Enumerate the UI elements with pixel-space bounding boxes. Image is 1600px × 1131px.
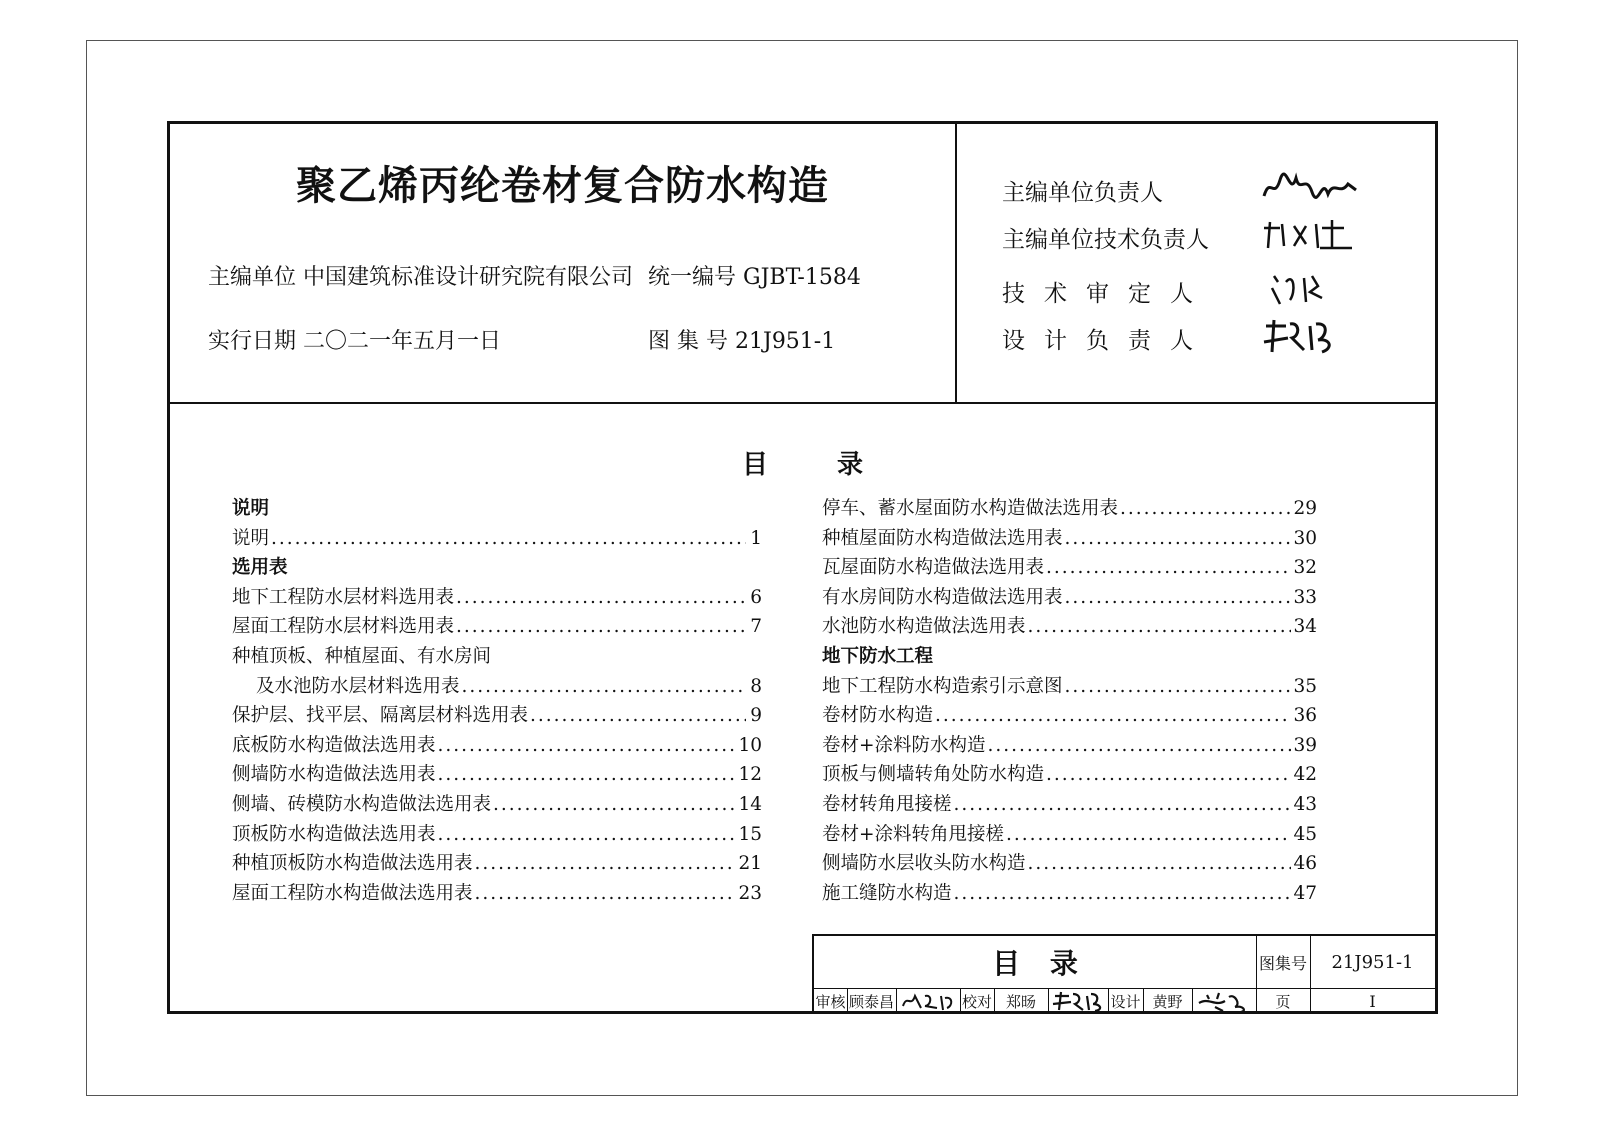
toc-leader-dots [935, 701, 1291, 731]
toc-leader-dots [1065, 524, 1292, 554]
atlas-no-line [648, 324, 835, 355]
toc-entry [822, 731, 1317, 761]
toc-entry-label: 地下工程防水构造索引示意图 [822, 675, 1063, 697]
toc-leader-dots [1006, 820, 1291, 850]
toc-entry-label: 说明 [232, 527, 270, 549]
title-block [812, 934, 1435, 1014]
checker-signature [1048, 988, 1108, 1014]
toc-entry [232, 731, 762, 761]
unified-code-line [648, 260, 861, 291]
toc-entry-label: 停车、蓄水屋面防水构造做法选用表 [822, 498, 1119, 519]
toc-leader-dots [1028, 849, 1292, 879]
toc-entry [232, 612, 762, 642]
atlas-number: 21J951-1 [1331, 951, 1414, 973]
toc-leader-dots [1046, 760, 1291, 790]
toc-page-number: 29 [1293, 498, 1317, 519]
toc-leader-dots [1120, 494, 1291, 524]
toc-leader-dots [1065, 672, 1292, 702]
checker-name: 郑旸 [1005, 992, 1036, 1011]
header-divider-horizontal [170, 402, 1435, 404]
toc-entry-label: 水池防水构造做法选用表 [822, 616, 1026, 638]
toc-entry [232, 820, 762, 850]
toc-leader-dots [438, 820, 737, 850]
toc-entry-label: 屋面工程防水层材料选用表 [232, 616, 455, 638]
toc-entry [822, 701, 1317, 731]
check-label: 校对 [961, 992, 992, 1011]
toc-entry-label: 种植顶板防水构造做法选用表 [232, 853, 473, 875]
toc-entry [822, 849, 1317, 879]
toc-title: 目 录 [741, 450, 864, 480]
toc-entry-label: 及水池防水层材料选用表 [256, 675, 460, 697]
responsible-role: 技术审定人 [1002, 281, 1212, 307]
toc-entry [822, 524, 1317, 554]
toc-leader-dots [462, 672, 746, 702]
toc-leader-dots [475, 849, 737, 879]
toc-section-heading [232, 494, 762, 524]
responsible-role: 主编单位技术负责人 [1002, 227, 1209, 253]
toc-entry-label: 选用表 [232, 557, 288, 579]
atlas-label: 图集号 [1258, 953, 1307, 973]
toc-right-column [822, 494, 1317, 908]
toc-entry-label: 保护层、找平层、隔离层材料选用表 [232, 705, 529, 727]
toc-entry [232, 701, 762, 731]
toc-entry [822, 553, 1317, 583]
toc-entry [822, 879, 1317, 909]
signature-image [1260, 316, 1360, 358]
toc-leader-dots [456, 583, 746, 613]
toc-entry-label: 侧墙防水构造做法选用表 [232, 764, 436, 786]
toc-entry [822, 672, 1317, 702]
toc-leader-dots [988, 731, 1292, 761]
sheet-title: 目 录 [992, 947, 1078, 980]
toc-page-number: 42 [1293, 764, 1317, 786]
toc-left-column [232, 494, 762, 908]
toc-entry [822, 820, 1317, 850]
toc-leader-dots [1046, 553, 1291, 583]
toc-entry-label: 地下工程防水层材料选用表 [232, 586, 455, 608]
atlas-no: 21J951-1 [735, 329, 836, 354]
toc-page-number: 36 [1293, 705, 1317, 727]
toc-leader-dots [438, 760, 737, 790]
toc-page-number: 23 [738, 882, 762, 904]
toc-entry [232, 879, 762, 909]
editor-unit-line [208, 260, 633, 291]
toc-page-number: 15 [738, 823, 762, 845]
toc-entry [822, 790, 1317, 820]
effective-date: 二〇二一年五月一日 [303, 329, 502, 354]
toc-page-number: 8 [750, 675, 762, 697]
atlas-no-label: 图 集 号 [648, 329, 728, 354]
designer-signature [1192, 988, 1256, 1014]
toc-entry-label: 地下防水工程 [822, 645, 934, 667]
atlas-title: 聚乙烯丙纶卷材复合防水构造 [296, 163, 829, 209]
responsible-role: 主编单位负责人 [1002, 180, 1163, 206]
toc-page-number: 7 [750, 616, 762, 638]
toc-entry-label: 侧墙防水层收头防水构造 [822, 853, 1026, 875]
review-label: 审核 [815, 992, 846, 1011]
toc-leader-dots [1065, 583, 1292, 613]
reviewer-name: 顾泰昌 [848, 992, 894, 1011]
toc-entry [822, 612, 1317, 642]
editor-unit: 中国建筑标准设计研究院有限公司 [303, 265, 634, 290]
toc-page-number: 21 [738, 853, 762, 875]
toc-leader-dots [456, 612, 746, 642]
editor-unit-label: 主编单位 [208, 265, 297, 290]
toc-page-number: 47 [1293, 882, 1317, 904]
design-label: 设计 [1110, 992, 1141, 1011]
toc-page-number: 46 [1293, 853, 1317, 875]
toc-page-number: 14 [738, 793, 762, 815]
toc-leader-dots [954, 790, 1292, 820]
toc-entry-label: 顶板与侧墙转角处防水构造 [822, 764, 1045, 786]
toc-page-number: 30 [1293, 527, 1317, 549]
toc-leader-dots [530, 701, 746, 731]
signature-image [1260, 268, 1360, 310]
toc-page-number: 39 [1293, 734, 1317, 756]
toc-entry [822, 760, 1317, 790]
toc-page-number: 43 [1293, 793, 1317, 815]
toc-entry-label: 施工缝防水构造 [822, 882, 952, 904]
designer-name: 黄野 [1152, 992, 1183, 1011]
reviewer-signature [896, 988, 960, 1014]
toc-entry [232, 760, 762, 790]
drawing-frame [167, 121, 1438, 1014]
page-label: 页 [1275, 992, 1291, 1011]
header-divider-vertical [955, 124, 957, 402]
toc-leader-dots [493, 790, 736, 820]
responsible-role: 设计负责人 [1002, 328, 1212, 354]
toc-page-number: 9 [750, 705, 762, 727]
toc-page-number: 12 [738, 764, 762, 786]
toc-entry-label: 说明 [232, 498, 270, 519]
toc-page-number: 6 [750, 586, 762, 608]
toc-leader-dots [475, 879, 737, 909]
toc-entry [232, 790, 762, 820]
toc-entry-label: 卷材+涂料转角甩接槎 [822, 823, 1005, 845]
toc-page-number: 45 [1293, 823, 1317, 845]
toc-section-heading [232, 553, 762, 583]
toc-entry-label: 种植顶板、种植屋面、有水房间 [232, 645, 492, 667]
toc-entry [232, 672, 762, 702]
toc-entry-label: 卷材+涂料防水构造 [822, 734, 986, 756]
toc-entry [232, 849, 762, 879]
toc-entry-label: 有水房间防水构造做法选用表 [822, 586, 1063, 608]
toc-entry [232, 642, 762, 672]
toc-entry [232, 524, 762, 554]
toc-leader-dots [1028, 612, 1292, 642]
unified-code: GJBT-1584 [743, 265, 861, 290]
toc-entry-label: 种植屋面防水构造做法选用表 [822, 527, 1063, 549]
toc-entry [822, 494, 1317, 524]
toc-section-heading [822, 642, 1317, 672]
toc-page-number: 33 [1293, 586, 1317, 608]
toc-page-number: 34 [1293, 616, 1317, 638]
toc-leader-dots [271, 524, 746, 554]
toc-entry-label: 卷材防水构造 [822, 705, 934, 727]
unified-code-label: 统一编号 [648, 265, 737, 290]
toc-entry-label: 瓦屋面防水构造做法选用表 [822, 557, 1045, 579]
toc-leader-dots [438, 731, 737, 761]
effective-date-line [208, 324, 501, 355]
toc-page-number: 10 [738, 734, 762, 756]
signature-image [1260, 214, 1360, 256]
toc-entry [822, 583, 1317, 613]
toc-entry-label: 顶板防水构造做法选用表 [232, 823, 436, 845]
toc-entry-label: 侧墙、砖模防水构造做法选用表 [232, 793, 492, 815]
toc-entry-label: 底板防水构造做法选用表 [232, 734, 436, 756]
toc-entry-label: 卷材转角甩接槎 [822, 793, 952, 815]
toc-leader-dots [954, 879, 1292, 909]
effective-date-label: 实行日期 [208, 329, 297, 354]
page-number: I [1369, 991, 1376, 1011]
signature-image [1260, 166, 1360, 208]
toc-entry [232, 583, 762, 613]
toc-page-number: 35 [1293, 675, 1317, 697]
toc-page-number: 32 [1293, 557, 1317, 579]
toc-entry-label: 屋面工程防水构造做法选用表 [232, 882, 473, 904]
toc-page-number: 1 [750, 527, 762, 549]
